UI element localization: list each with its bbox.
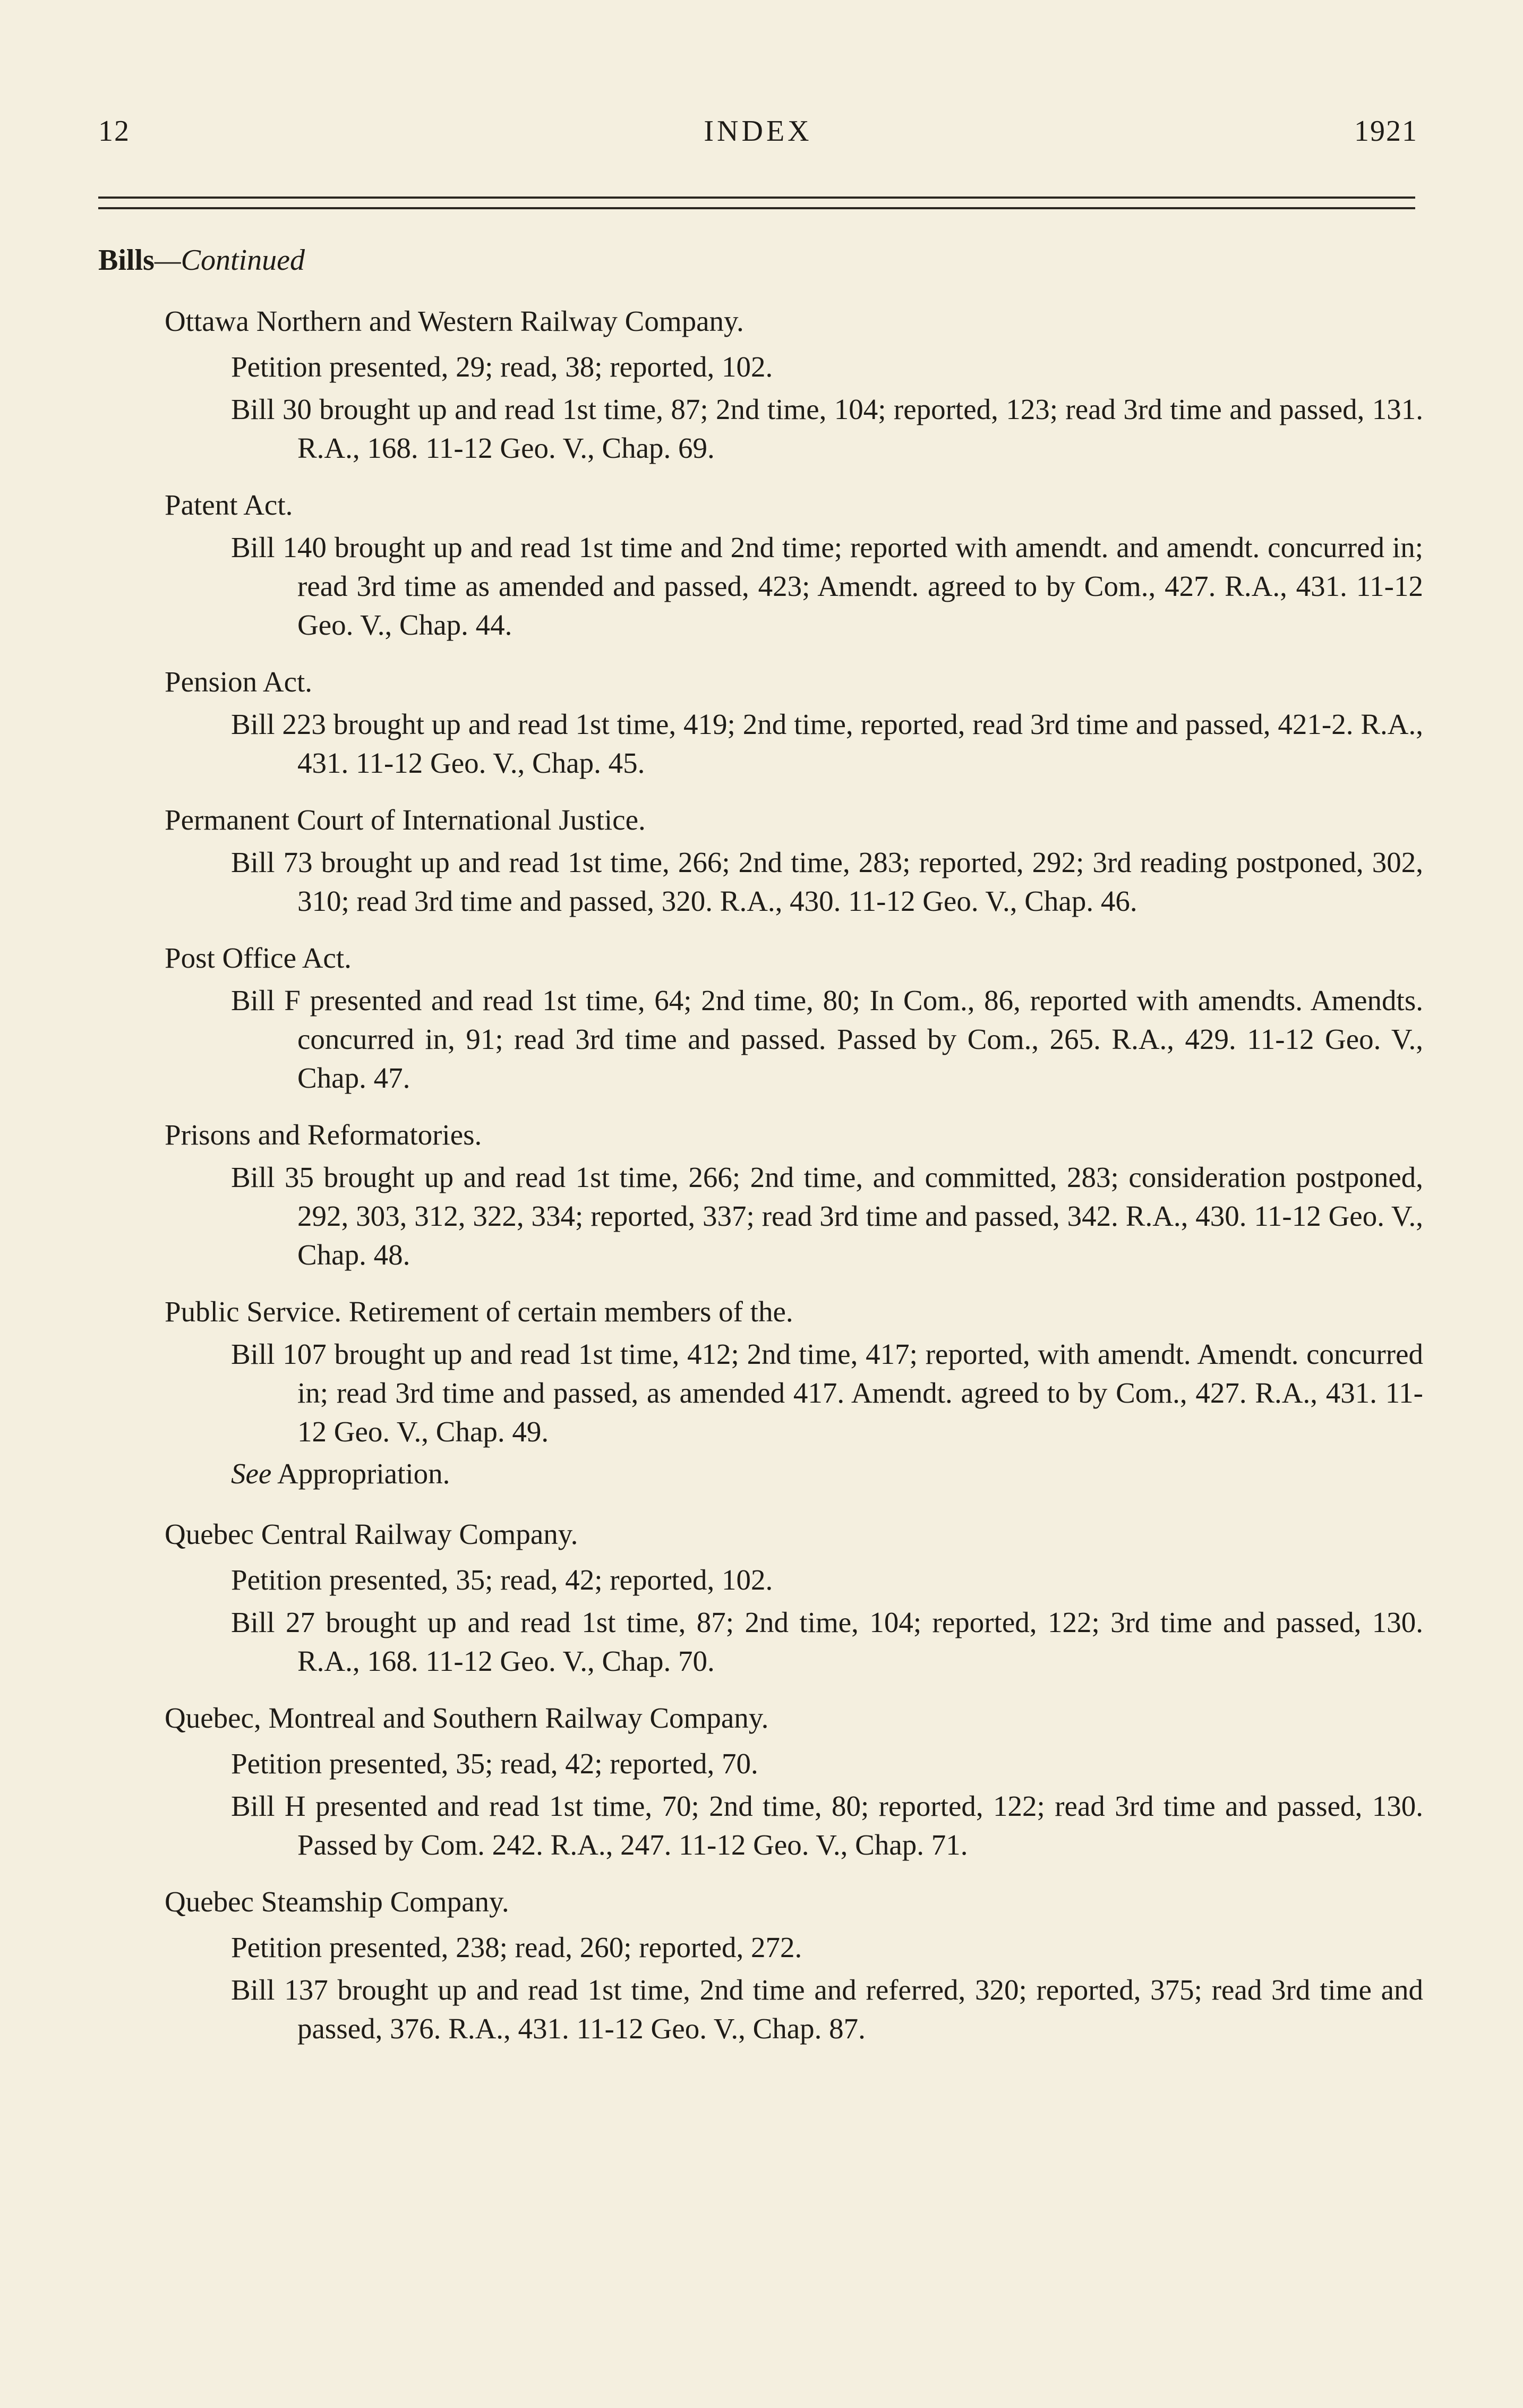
entry-title: Prisons and Reformatories. — [165, 1118, 482, 1151]
section-label: Bills — [98, 244, 155, 277]
entry-bill: Bill 73 brought up and read 1st time, 266; 2nd time, 283; reported, 292; 3rd reading postponed, 302, 310; read 3rd time and passed, 320. R.A., 430. 11-12 Geo. V., Chap. 46. — [231, 846, 1423, 917]
page-title: INDEX — [704, 115, 812, 148]
entry-bill: Bill 27 brought up and read 1st time, 87; 2nd time, 104; reported, 122; 3rd time and passed, 130. R.A., 168. 11-12 Geo. V., Chap. 70. — [231, 1606, 1423, 1677]
entry-title: Patent Act. — [165, 489, 293, 521]
entry-title: Quebec, Montreal and Southern Railway Company. — [165, 1702, 769, 1734]
entry-petition: Petition presented, 35; read, 42; reported, 70. — [231, 1747, 758, 1780]
entry-bill: Bill 30 brought up and read 1st time, 87; 2nd time, 104; reported, 123; read 3rd time and passed, 131. R.A., 168. 11-12 Geo. V., Chap. 69. — [231, 393, 1423, 464]
index-entry — [98, 298, 1423, 467]
see-label: See — [231, 1457, 272, 1490]
index-entry — [98, 482, 1423, 644]
header-rule — [98, 197, 1415, 209]
index-content — [98, 234, 1423, 2063]
entry-petition: Petition presented, 29; read, 38; reported, 102. — [231, 351, 773, 383]
entry-bill: Bill 137 brought up and read 1st time, 2nd time and referred, 320; reported, 375; read 3rd time and passed, 376. R.A., 431. 11-12 Geo. V., Chap. 87. — [231, 1974, 1423, 2045]
section-heading — [98, 234, 1423, 287]
entry-bill: Bill 223 brought up and read 1st time, 419; 2nd time, reported, read 3rd time and passed, 421-2. R.A., 431. 11-12 Geo. V., Chap. 45. — [231, 708, 1423, 779]
index-entry — [98, 1512, 1423, 1680]
entry-bill: Bill 35 brought up and read 1st time, 266; 2nd time, and committed, 283; consideration postponed, 292, 303, 312, 322, 334; reported, 337; read 3rd time and passed, 342. R.A., 430. 11-12 Geo. V., Chap. 48. — [231, 1161, 1423, 1271]
page-number: 12 — [98, 115, 130, 148]
index-entry — [98, 659, 1423, 782]
year: 1921 — [1354, 115, 1418, 148]
entry-title: Quebec Central Railway Company. — [165, 1518, 578, 1550]
index-entry — [98, 1289, 1423, 1497]
entry-petition: Petition presented, 238; read, 260; reported, 272. — [231, 1931, 802, 1963]
index-entry — [98, 935, 1423, 1097]
entry-bill: Bill 140 brought up and read 1st time and 2nd time; reported with amendt. and amendt. concurred in; read 3rd time as amended and passed, 423; Amendt. agreed to by Com., 427. R.A., 431. 11-12 Geo. V., Chap. 44. — [231, 531, 1423, 641]
entry-title: Public Service. Retirement of certain members of the. — [165, 1295, 793, 1328]
entry-title: Post Office Act. — [165, 942, 352, 974]
entry-title: Quebec Steamship Company. — [165, 1885, 509, 1918]
index-entry — [98, 797, 1423, 920]
entry-see-also — [98, 1451, 1423, 1497]
entry-petition: Petition presented, 35; read, 42; reported, 102. — [231, 1564, 773, 1596]
entry-bill: Bill 107 brought up and read 1st time, 412; 2nd time, 417; reported, with amendt. Amendt. concurred in; read 3rd time and passed, as amended 417. Amendt. agreed to by Com., 427. R.A., 431. 11-12 Geo. V., Chap. 49. — [231, 1338, 1423, 1448]
see-target: Appropriation. — [277, 1457, 450, 1490]
section-continued: —Continued — [154, 244, 305, 277]
entry-bill: Bill H presented and read 1st time, 70; 2nd time, 80; reported, 122; read 3rd time and passed, 130. Passed by Com. 242. R.A., 247. 11-12 Geo. V., Chap. 71. — [231, 1790, 1423, 1861]
entry-title: Pension Act. — [165, 665, 313, 698]
entry-title: Ottawa Northern and Western Railway Company. — [165, 305, 744, 337]
entry-title: Permanent Court of International Justice. — [165, 804, 646, 836]
index-entry — [98, 1695, 1423, 1864]
index-entry — [98, 1112, 1423, 1274]
running-head — [98, 114, 1418, 157]
index-entry — [98, 1879, 1423, 2048]
entry-bill: Bill F presented and read 1st time, 64; 2nd time, 80; In Com., 86, reported with amendts. Amendts. concurred in, 91; read 3rd time and passed. Passed by Com., 265. R.A., 429. 11-12 Geo. V., Chap. 47. — [231, 984, 1423, 1094]
